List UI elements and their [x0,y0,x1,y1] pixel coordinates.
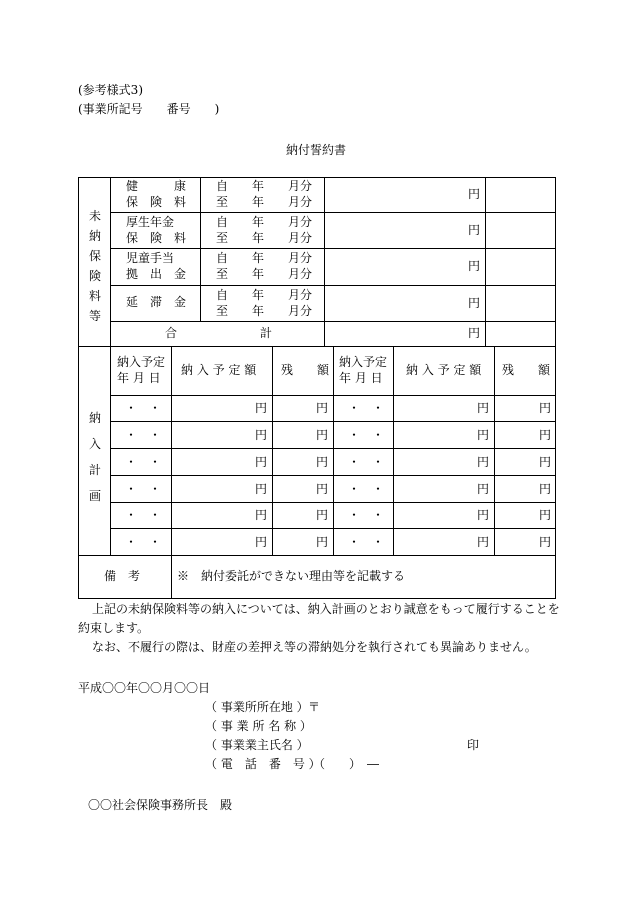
body-paragraph-1-cont: 約束します。 [78,621,150,635]
document-title: 納付誓約書 [286,143,347,157]
total-label-b: 計 [260,326,273,340]
total-yen: 円 [468,326,481,340]
owner-name-label: （ 事業業主氏名 ） [205,738,309,752]
date-line: 平成〇〇年〇〇月〇〇日 [78,681,211,695]
seal-mark: 印 [467,738,480,752]
body-paragraph-1: 上記の未納保険料等の納入については、納入計画のとおり誠意をもって履行することを [92,602,560,616]
addressee: 〇〇社会保険事務所長 殿 [88,798,233,812]
office-code-line: (事業所記号 番号 ) [78,102,220,116]
total-label-a: 合 [165,326,178,340]
phone-label: （ 電 話 番 号 ） [205,757,321,771]
phone-value: （ ） ― [313,757,380,771]
form-reference: (参考様式3) [78,83,143,97]
postal-mark: 〒 [308,700,321,714]
unpaid-side-label: 未 納 保 険 料 等 [88,209,101,323]
plan-side-label: 納 入 計 画 [88,411,101,503]
body-paragraph-2: なお、不履行の際は、財産の差押え等の滞納処分を執行されても異論ありません。 [92,640,537,654]
office-address-label: （ 事業所所在地 ） [205,700,309,714]
remarks-text: ※ 納付委託ができない理由等を記載する [177,569,406,583]
remarks-label: 備 考 [104,569,141,583]
office-name-label: （ 事 業 所 名 称 ） [205,719,312,733]
